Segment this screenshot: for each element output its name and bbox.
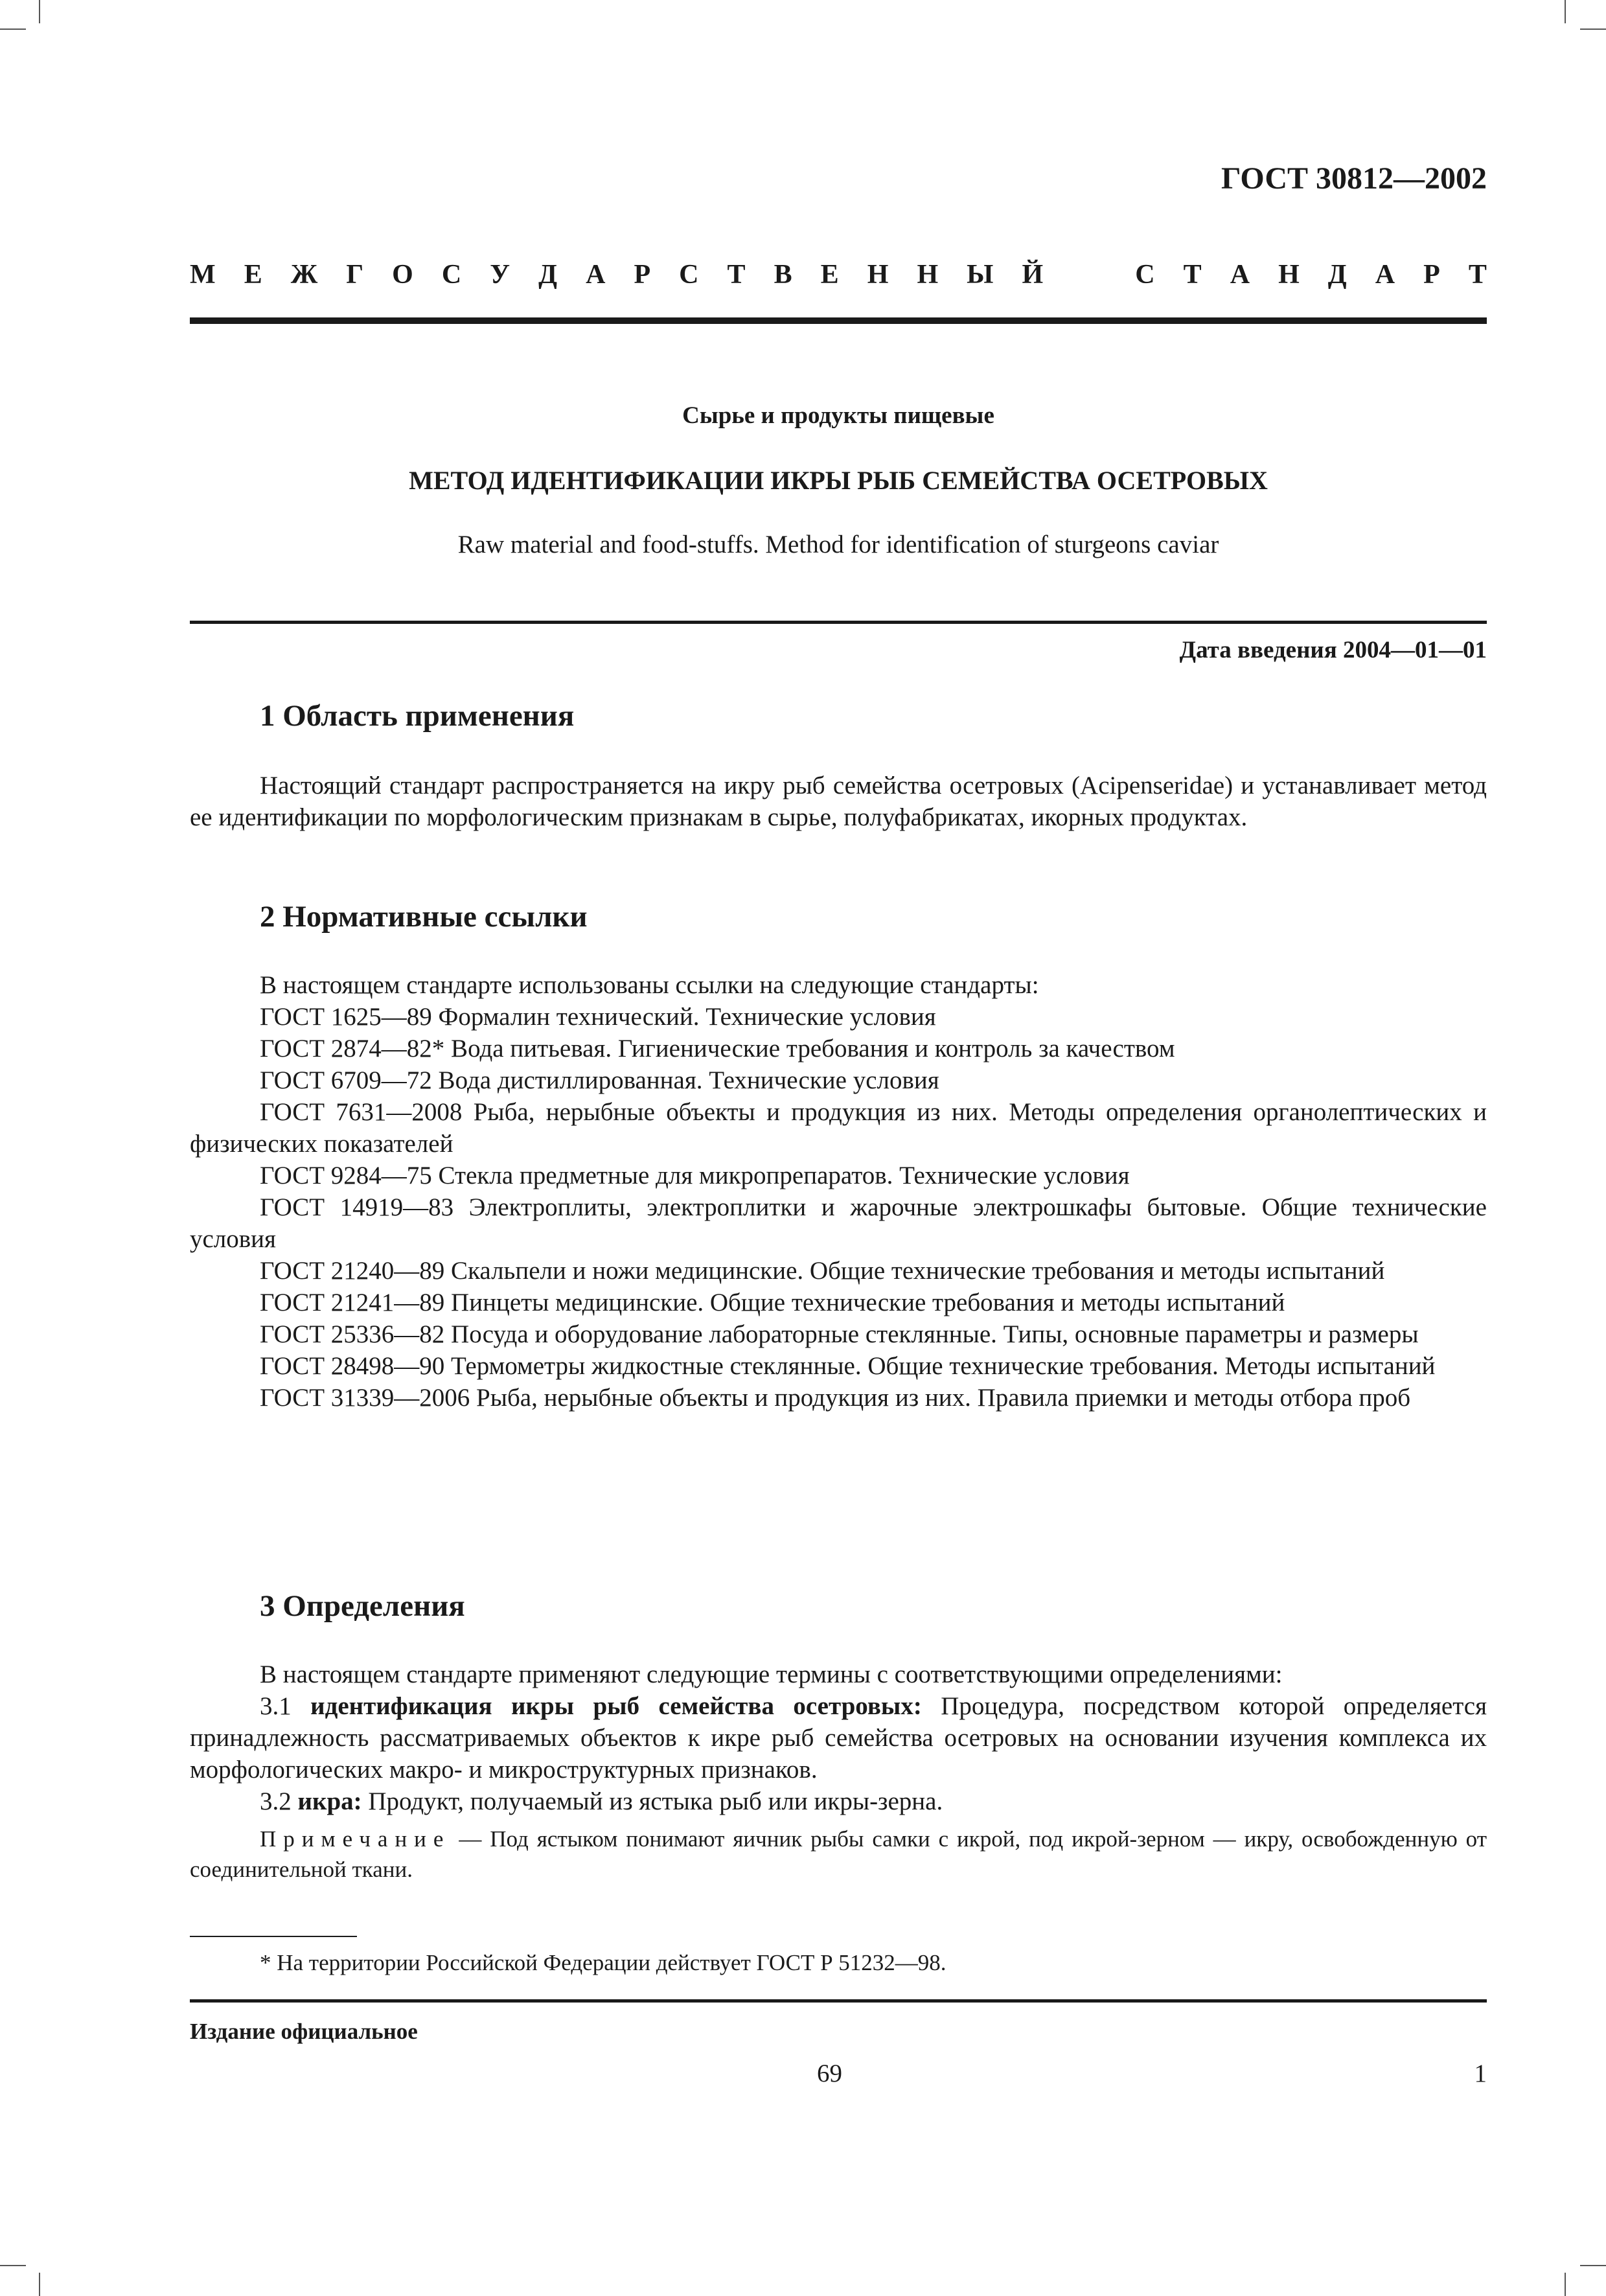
standard-type-header [190,259,1487,290]
section-body [190,770,1487,833]
document-page-number: 1 [1474,2060,1487,2087]
note-text: — Под ястыком понимают яичник рыбы самки с икрой, под икрой-зерном — икру, освобожденную от соединительной ткани. [190,1826,1487,1882]
section-heading: 3 Определения [260,1589,465,1623]
reference-item: ГОСТ 31339—2006 Рыба, нерыбные объекты и продукция из них. Правила приемки и методы отбора проб [260,1384,1411,1412]
reference-item: ГОСТ 2874—82* Вода питьевая. Гигиенические требования и контроль за качеством [260,1035,1175,1062]
note-paragraph [190,1824,1487,1885]
definition-text: Продукт, получаемый из ястыка рыб или икры-зерна. [368,1787,943,1815]
crop-mark-top-left-v [39,0,40,23]
header-letter: А [586,260,606,290]
references-list [190,969,1487,1414]
header-letter: Н [867,260,889,290]
header-letter: Ж [290,260,318,290]
header-letter: С [441,260,462,290]
header-letter: А [1230,260,1250,290]
header-letter: О [392,260,413,290]
footnote-separator [190,1936,357,1937]
header-letter: А [1375,260,1395,290]
reference-item: ГОСТ 7631—2008 Рыба, нерыбные объекты и продукция из них. Методы определения органолептических и физических показателей [190,1098,1487,1158]
header-word-gap [1072,259,1107,290]
header-letter: Е [244,260,262,290]
paragraph: В настоящем стандарте применяют следующие термины с соответствующими определениями: [260,1660,1283,1688]
reference-item: ГОСТ 14919—83 Электроплиты, электроплитки и жарочные электрошкафы бытовые. Общие технические условия [190,1193,1487,1253]
collection-page-number: 69 [817,2060,842,2087]
document-subtitle: Сырье и продукты пищевые [682,402,994,429]
header-letter: Ы [967,260,994,290]
crop-mark-bottom-right-v [1565,2273,1566,2296]
reference-item: ГОСТ 21241—89 Пинцеты медицинские. Общие технические требования и методы испытаний [260,1289,1285,1316]
header-letter: Е [820,260,839,290]
document-title: МЕТОД ИДЕНТИФИКАЦИИ ИКРЫ РЫБ СЕМЕЙСТВА ОСЕТРОВЫХ [409,466,1268,495]
definition-item [190,1690,1487,1785]
reference-item: ГОСТ 6709—72 Вода дистиллированная. Технические условия [260,1066,939,1094]
header-letter: В [774,260,792,290]
header-letter: С [679,260,699,290]
title-rule [190,621,1487,624]
paragraph: Настоящий стандарт распространяется на икру рыб семейства осетровых (Acipenseridae) и устанавливает метод ее идентификации по морфологическим признакам в сырье, полуфабрикатах, икорных продуктах. [190,772,1487,831]
footnote: * На территории Российской Федерации действует ГОСТ Р 51232—98. [260,1950,946,1975]
definition-number: 3.2 [260,1787,292,1815]
definition-term: икра: [297,1787,362,1815]
note-label: Примечание [260,1826,451,1852]
header-rule [190,317,1487,324]
reference-item: ГОСТ 28498—90 Термометры жидкостные стеклянные. Общие технические требования. Методы испытаний [260,1352,1436,1380]
reference-item: ГОСТ 1625—89 Формалин технический. Технические условия [260,1003,936,1031]
reference-item: ГОСТ 25336—82 Посуда и оборудование лабораторные стеклянные. Типы, основные параметры и размеры [260,1320,1419,1348]
header-letter: Т [727,260,746,290]
crop-mark-top-left-h [0,29,26,30]
header-letter: Н [1278,260,1300,290]
crop-mark-bottom-left-v [39,2273,40,2296]
definition-item [190,1785,1487,1817]
section-heading: 1 Область применения [260,699,575,733]
header-letter: Р [1423,260,1440,290]
header-letter: М [190,260,216,290]
footer-rule [190,1999,1487,2003]
introduction-date: Дата введения 2004—01—01 [1179,637,1487,663]
definitions-list [190,1659,1487,1885]
document-number: ГОСТ 30812—2002 [1221,161,1487,196]
crop-mark-top-right-h [1580,29,1606,30]
header-letter: Н [917,260,939,290]
header-letter: Д [1327,260,1347,290]
header-letter: Д [538,260,558,290]
definition-number: 3.1 [260,1692,292,1720]
note [190,1824,1487,1885]
section-heading: 2 Нормативные ссылки [260,900,588,934]
document-page [190,0,1487,2296]
header-letter: Т [1183,260,1202,290]
definition-text: Процедура, посредством которой определяется принадлежность рассматриваемых объектов к икре рыб семейства осетровых на основании изучения комплекса их морфологических макро- и микроструктурных признаков. [190,1692,1487,1784]
edition-label: Издание официальное [190,2019,418,2044]
header-letter: Г [346,260,364,290]
header-letter: У [490,260,510,290]
header-letter: С [1135,260,1155,290]
header-letter: Р [634,260,651,290]
document-title-english: Raw material and food-stuffs. Method for identification of sturgeons caviar [457,531,1219,558]
definition-term: идентификация икры рыб семейства осетровых: [310,1692,922,1720]
header-letter: Й [1022,260,1044,290]
header-letter: Т [1468,260,1487,290]
reference-item: ГОСТ 9284—75 Стекла предметные для микропрепаратов. Технические условия [260,1162,1130,1189]
crop-mark-bottom-left-h [0,2265,26,2266]
reference-item: ГОСТ 21240—89 Скальпели и ножи медицинские. Общие технические требования и методы испытаний [260,1257,1385,1285]
crop-mark-top-right-v [1565,0,1566,23]
crop-mark-bottom-right-h [1580,2265,1606,2266]
paragraph: В настоящем стандарте использованы ссылки на следующие стандарты: [260,971,1039,999]
